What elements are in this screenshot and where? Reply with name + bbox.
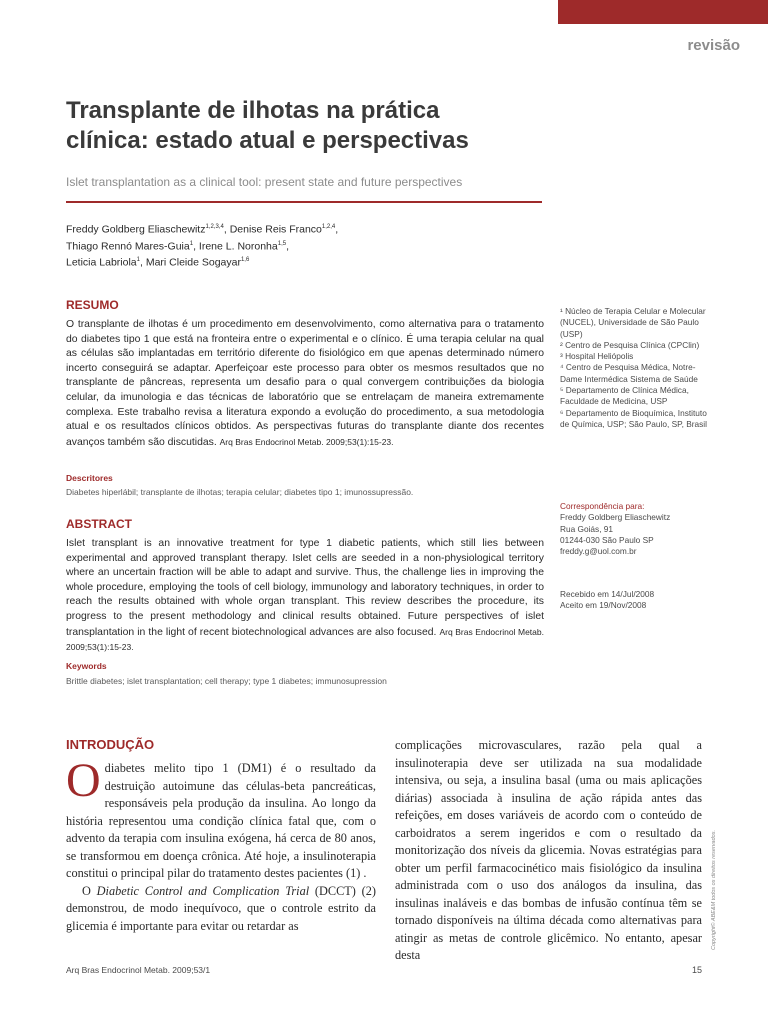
author-name: Freddy Goldberg Eliaschewitz xyxy=(66,223,206,236)
affiliation-item: ¹ Núcleo de Terapia Celular e Molecular (NUCEL), Universidade de São Paulo (USP) xyxy=(560,306,706,339)
author-name: Mari Cleide Sogayar xyxy=(145,256,241,269)
copyright-notice: Copyright© ABE&M todos os direitos reservados. xyxy=(711,829,717,950)
correspondence-label: Correspondência para: xyxy=(560,501,645,511)
author-name: Leticia Labriola xyxy=(66,256,137,269)
correspondence-line: 01244-030 São Paulo SP xyxy=(560,534,654,545)
intro-column-right xyxy=(395,737,702,965)
author-list xyxy=(66,220,536,270)
article-title xyxy=(66,96,536,156)
abstract-body: Islet transplant is an innovative treatment for type 1 diabetic patients, which still lies between experimental and approved transplant therapy. Islet cells are seeded in a non-physiological territory where an uncertain fraction will be able to adapt and survive. Thus, the challenge lies in improving the whole procedure, employing the tools of cell biology, immunology and laboratory techniques, in order to reach the results obtained with whole organ transplant. This review describes the procedure, its progress to the present methodology and clinical results obtained. Future perspectives of islet transplantation in the light of recent biotechnological advances are also focused. xyxy=(66,538,544,638)
correspondence-line: Rua Goiás, 91 xyxy=(560,523,614,534)
descritores-heading: Descritores xyxy=(66,473,113,483)
author-affiliation: 1,2,3,4 xyxy=(205,224,224,230)
resumo-text xyxy=(66,318,544,450)
author-line: Freddy Goldberg Eliaschewitz$^{1,2,3,4}$, Denise Reis Franco$^{1,2,4}$, xyxy=(66,223,339,236)
abstract-heading: ABSTRACT xyxy=(66,517,132,531)
intro-paragraph xyxy=(66,883,376,936)
correspondence xyxy=(560,501,710,557)
affiliation-item: ⁴ Centro de Pesquisa Médica, Notre-Dame Intermédica Sistema de Saúde xyxy=(560,362,698,384)
title-line: clínica: estado atual e perspectivas xyxy=(66,127,469,154)
intro-paragraph-text: diabetes melito tipo 1 (DM1) é o resultado da destruição autoimune das células-beta pancreáticas, responsáveis pela produção da insulina. Ao longo da história representou uma condição clínica fatal que, com o advento da terapia com insulina exógena, há cerca de 80 anos, se transformou em doença crônica. Até hoje, a insulinoterapia constitui o principal pilar do tratamento destes pacientes (1) . xyxy=(66,761,376,880)
received-date: Recebido em 14/Jul/2008 xyxy=(560,589,655,599)
intro-column-left xyxy=(66,754,376,935)
keywords-heading: Keywords xyxy=(66,661,107,671)
author-affiliation: 1 xyxy=(189,240,194,247)
article-dates xyxy=(560,589,710,612)
author-affiliation: 1,2,4 xyxy=(321,224,336,230)
affiliation-item: ⁶ Departamento de Bioquímica, Instituto de Química, USP; São Paulo, SP, Brasil xyxy=(560,407,707,429)
header-accent-bar xyxy=(558,0,768,24)
keywords-text: Brittle diabetes; islet transplantation; cell therapy; type 1 diabetes; immunosupression xyxy=(66,676,387,686)
title-divider xyxy=(66,201,542,203)
accepted-date: Aceito em 19/Nov/2008 xyxy=(560,600,647,611)
intro-heading: INTRODUÇÃO xyxy=(66,737,155,752)
author-affiliation: 1,5 xyxy=(277,240,287,247)
section-label: revisão xyxy=(687,37,740,54)
affiliation-item: ² Centro de Pesquisa Clínica (CPClin) xyxy=(560,339,700,350)
intro-paragraph-continued: complicações microvasculares, razão pela qual a insulinoterapia deve ser utilizada na sua modalidade intensiva, ou seja, a insulina basal (uma ou mais aplicações diárias) associada à insulina de ação rápida antes das refeições, em doses variáveis de acordo com o conteúdo de carboidratos a serem ingeridos e com o resultado da monitorização dos níveis da glicemia. Novas estratégias para obter um perfil farmacocinético mais fisiológico da insulina administrada com o uso dos análogos da insulina, das insulinas inaláveis e das bombas de infusão contínua têm se tornado disponíveis na última década como alternativas para atingir as metas de controle glicêmico. No entanto, apesar desta xyxy=(395,738,702,962)
author-name: Denise Reis Franco xyxy=(229,223,322,236)
affiliations xyxy=(560,306,710,430)
resumo-heading: RESUMO xyxy=(66,298,119,312)
intro-text-fragment: (DCCT) (2) demonstrou, de modo inequívoco, que o controle estrito da glicemia é importante para evitar ou retardar as xyxy=(66,883,376,933)
correspondence-line: Freddy Goldberg Eliaschewitz xyxy=(560,512,671,523)
resumo-body: O transplante de ilhotas é um procedimento em desenvolvimento, como alternativa para o tratamento do diabetes tipo 1 que está na fronteira entre o experimental e o clínico. É uma terapia celular na qual as células são implantadas em território diferente do fisiológico em que apenas determinado número incerto conseguirá se adaptar. Aperfeiçoar este processo para obter os mesmos resultados que no transplante de pâncreas, representa um desafio para o qual convergem contribuições da biologia celular, da imunologia e das técnicas de laboratório que se entrelaçam de maneira extremamente complexa. Este trabalho revisa a literatura expondo a evolução do procedimento, a sua metodologia atual e os resultados clínicos obtidos. As perspectivas futuras do transplante diante dos recentes avanços também são discutidas. xyxy=(66,319,544,448)
author-line: Leticia Labriola$^1$, Mari Cleide Sogayar$^{1,6}$ xyxy=(66,256,250,269)
author-name: Irene L. Noronha xyxy=(198,240,278,252)
intro-text-fragment: O xyxy=(82,883,97,898)
footer-journal: Arq Bras Endocrinol Metab. 2009;53/1 xyxy=(66,965,211,975)
correspondence-email[interactable]: freddy.g@uol.com.br xyxy=(560,546,637,557)
abstract-citation: Arq Bras Endocrinol Metab. 2009;53(1):15-23. xyxy=(66,626,544,653)
author-line: Thiago Rennó Mares-Guia$^1$, Irene L. Noronha$^{1,5}$, xyxy=(66,240,289,252)
author-affiliation: 1 xyxy=(136,257,140,263)
affiliation-item: ⁵ Departamento de Clínica Médica, Faculdade de Medicina, USP xyxy=(560,385,689,407)
drop-cap: O xyxy=(66,754,101,807)
author-affiliation: 1,6 xyxy=(240,257,250,263)
author-name: Thiago Rennó Mares-Guia xyxy=(66,240,190,252)
trial-name: Diabetic Control and Complication Trial xyxy=(96,883,310,898)
article-subtitle: Islet transplantation as a clinical tool: present state and future perspectives xyxy=(66,175,463,189)
affiliation-item: ³ Hospital Heliópolis xyxy=(560,351,634,362)
intro-paragraph xyxy=(66,754,376,883)
page-number: 15 xyxy=(691,965,702,975)
title-line: Transplante de ilhotas na prática xyxy=(66,97,440,124)
descritores-text: Diabetes hiperlábil; transplante de ilhotas; terapia celular; diabetes tipo 1; imunossupressão. xyxy=(66,487,414,497)
resumo-citation: Arq Bras Endocrinol Metab. 2009;53(1):15-23. xyxy=(219,436,394,447)
abstract-text xyxy=(66,537,544,656)
